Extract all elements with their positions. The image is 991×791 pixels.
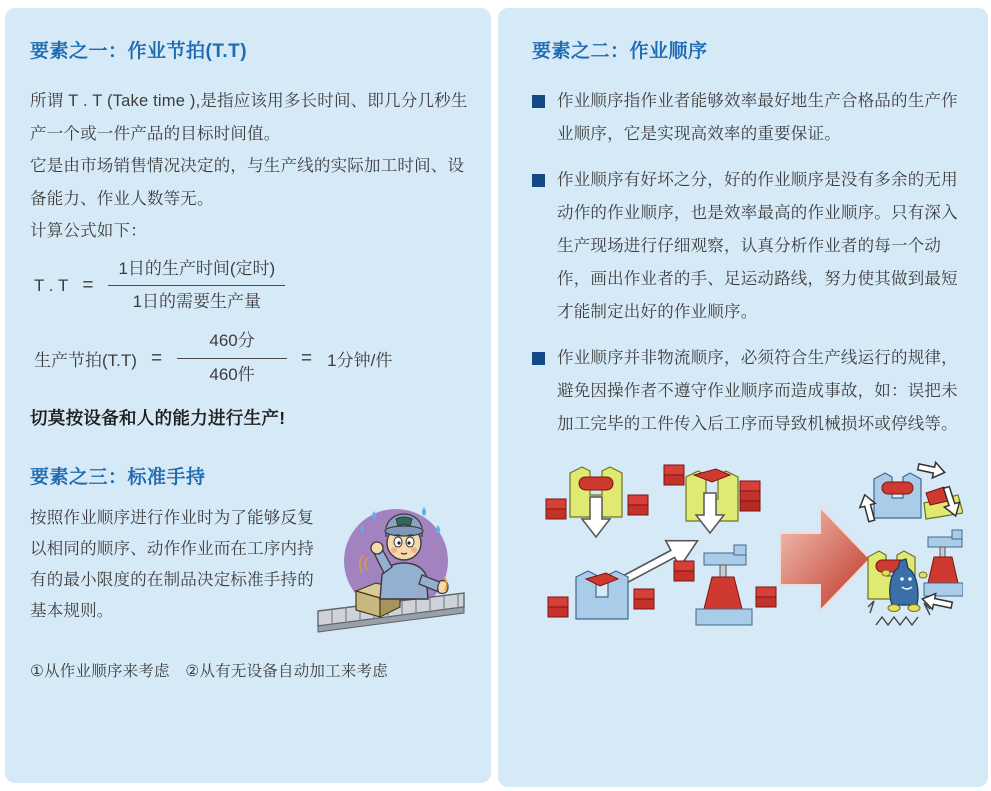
standard-footnote: ①从作业顺序来考虑 ②从有无设备自动加工来考虑 [30, 663, 388, 681]
standard-paragraph: 按照作业顺序进行作业时为了能够反复以相同的顺序、动作作业而在工序内持有的最小限度的在制品决定标准手持的基本规则。 [30, 509, 314, 621]
bullet-text: 作业顺序并非物流顺序，必须符合生产线运行的规律，避免因操作者不遵守作业顺序而造成事故，如：误把未加工完毕的工件传入后工序而导致机械损坏或停线等。 [557, 349, 958, 433]
sequence-bullet-list [532, 85, 968, 441]
takt-paragraph-2: 它是由市场销售情况决定的，与生产线的实际加工时间、设备能力、作业人数等无。 [30, 157, 465, 208]
big-red-arrow [780, 507, 870, 611]
bullet-item [532, 164, 968, 329]
right-panel [498, 8, 988, 787]
section-takt-title: 要素之一：作业节拍(T.T) [30, 41, 248, 62]
takt-formula-intro: 计算公式如下： [30, 222, 147, 240]
standard-row [30, 503, 468, 651]
bullet-square-icon [532, 174, 545, 187]
section-standard-title: 要素之三：标准手持 [30, 467, 206, 489]
takt-example-formula [30, 330, 468, 387]
fraction-numerator: 1日的生产时间(定时) [118, 258, 276, 278]
bullet-square-icon [532, 352, 545, 365]
takt-formula [30, 258, 468, 315]
fraction-numerator: 460分 [209, 331, 255, 351]
equals-sign: = [150, 347, 164, 369]
equals-sign: = [82, 274, 95, 296]
formula-lhs: T . T [34, 275, 69, 295]
equals-sign: = [301, 347, 314, 369]
bullet-square-icon [532, 95, 545, 108]
bullet-item [532, 342, 968, 441]
bullet-text: 作业顺序有好坏之分，好的作业顺序是没有多余的无用动作的作业顺序，也是效率最高的作业顺序。只有深入生产现场进行仔细观察，认真分析作业者的每一个动作，画出作业者的手、足运动路线，努力使其做到最短才能制定出好的作业顺序。 [557, 171, 958, 321]
formula-lhs: 生产节拍(T.T) [34, 351, 137, 371]
left-panel [5, 8, 491, 783]
after-layout [857, 459, 963, 625]
before-layout [546, 465, 776, 625]
takt-paragraph-1: 所谓 T . T (Take time ),是指应该用多长时间、即几分几秒生产一个或一件产品的目标时间值。 [30, 92, 468, 143]
fraction [108, 258, 285, 315]
worker-illustration [316, 499, 468, 651]
fraction [177, 330, 287, 387]
formula-result: 1分钟/件 [327, 351, 393, 371]
production-warning: 切莫按设备和人的能力进行生产! [30, 408, 286, 429]
fraction-denominator: 460件 [177, 358, 287, 387]
machines-illustration [538, 457, 963, 655]
machines-diagram-wrap [538, 457, 968, 660]
bullet-text: 作业顺序指作业者能够效率最好地生产合格品的生产作业顺序，它是实现高效率的重要保证。 [557, 92, 958, 143]
bullet-item [532, 85, 968, 151]
fraction-denominator: 1日的需要生产量 [108, 285, 285, 314]
section-sequence-title: 要素之二：作业顺序 [532, 41, 708, 62]
